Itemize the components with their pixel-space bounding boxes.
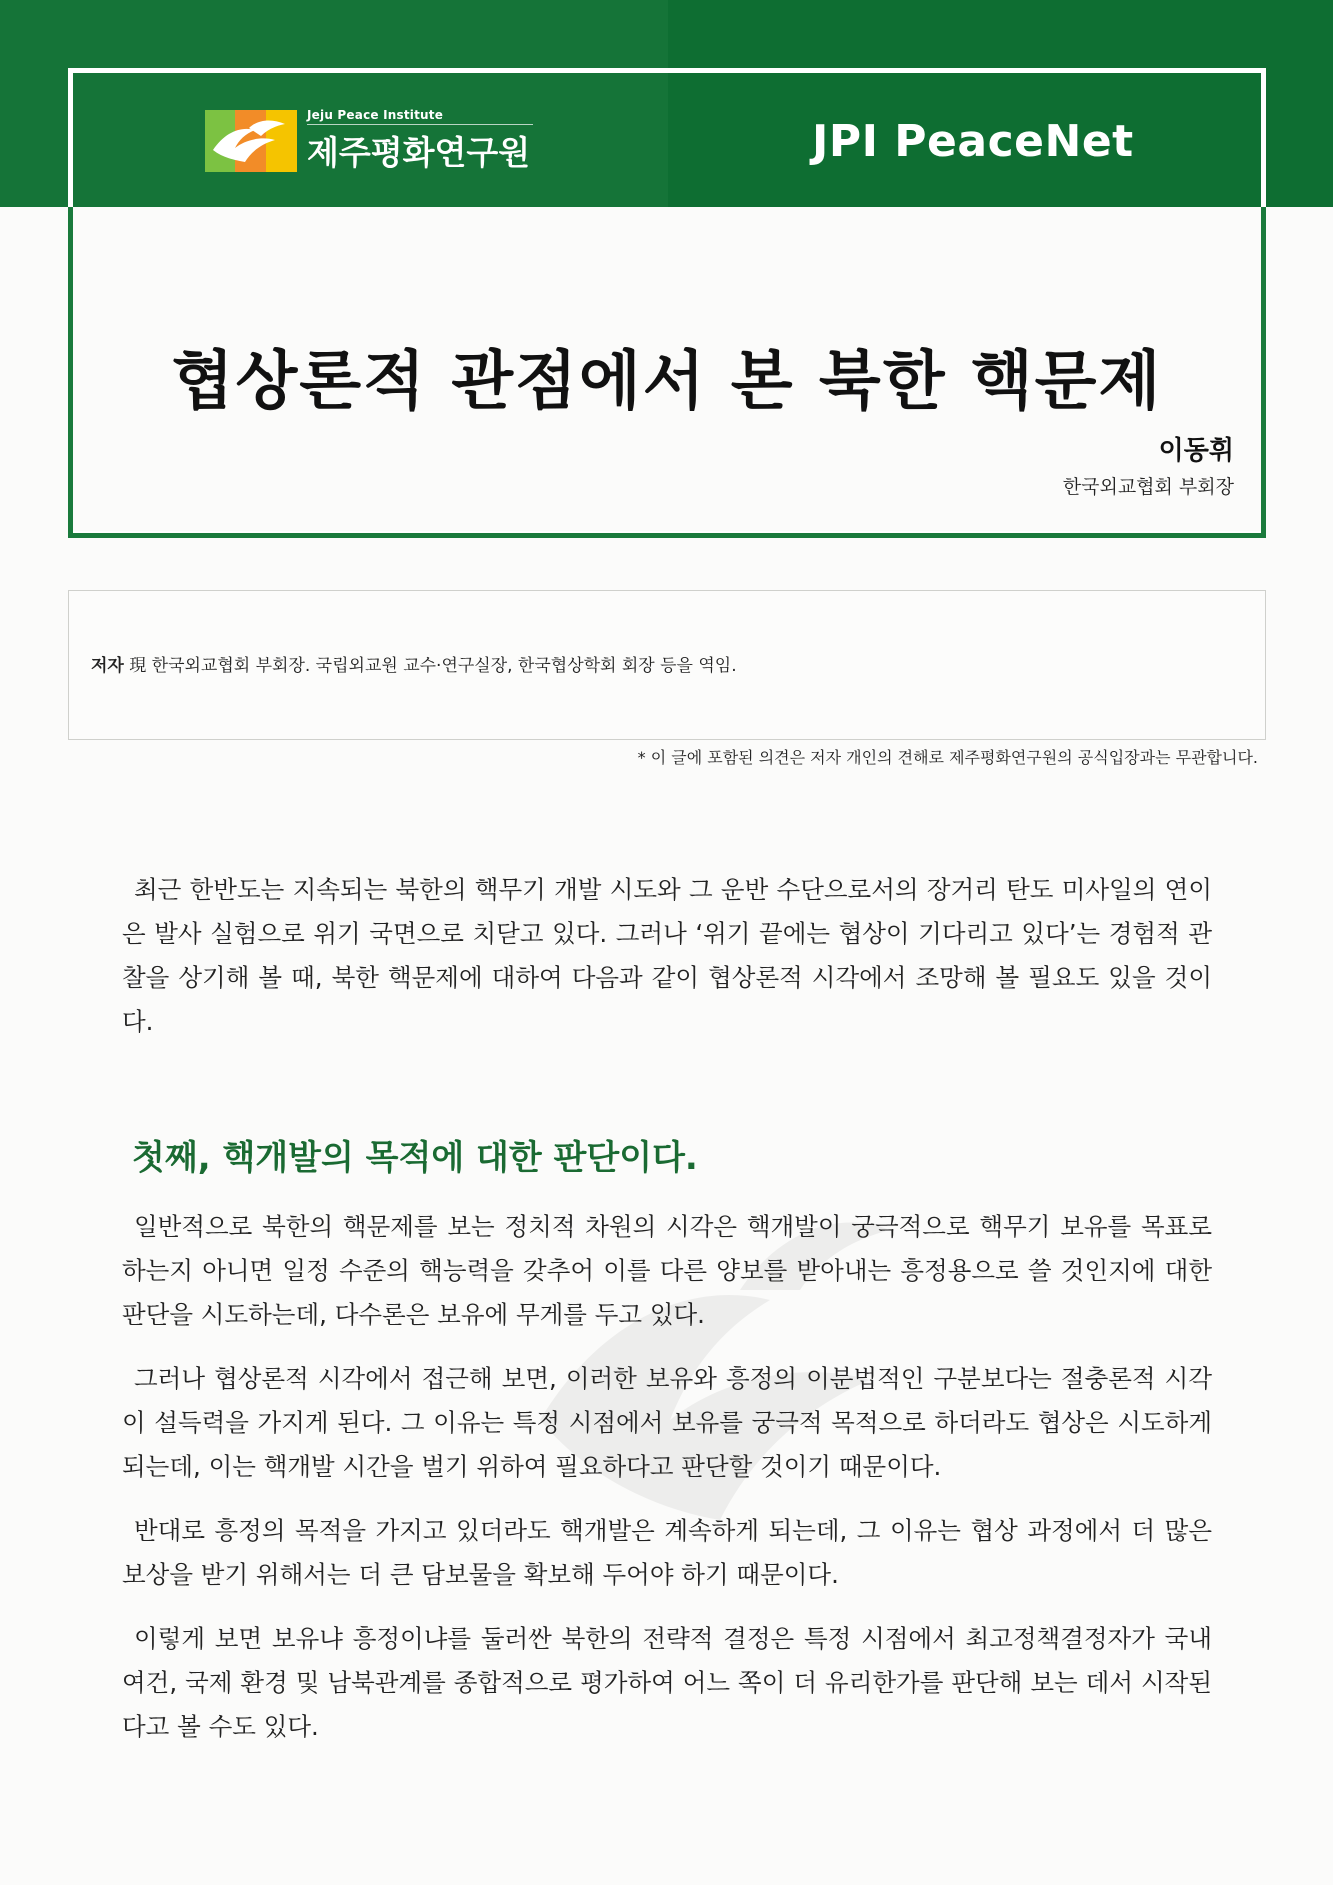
author-position: 한국외교협회 부회장 [1062, 476, 1234, 498]
author-info-box [68, 590, 1266, 740]
institute-name-ko: 제주평화연구원 [307, 133, 531, 172]
intro-paragraph: 최근 한반도는 지속되는 북한의 핵무기 개발 시도와 그 운반 수단으로서의 장거리 탄도 미사일의 연이은 발사 실험으로 위기 국면으로 치닫고 있다. 그러나 ‘위기 끝에는 협상이 기다리고 있다’는 경험적 관찰을 상기해 볼 때, 북한 핵문제에 대하여 다음과 같이 협상론적 시각에서 조망해 볼 필요도 있을 것이다. [122, 875, 1212, 1036]
body-paragraph: 반대로 흥정의 목적을 가지고 있더라도 핵개발은 계속하게 되는데, 그 이유는 협상 과정에서 더 많은 보상을 받기 위해서는 더 큰 담보물을 확보해 두어야 하기 때문이다. [122, 1516, 1212, 1589]
dove-logo-icon [205, 110, 297, 172]
body-paragraph: 일반적으로 북한의 핵문제를 보는 정치적 차원의 시각은 핵개발이 궁극적으로 핵무기 보유를 목표로 하는지 아니면 일정 수준의 핵능력을 갖추어 이를 다른 양보를 받아내는 흥정용으로 쓸 것인지에 대한 판단을 시도하는데, 다수론은 보유에 무게를 두고 있다. [122, 1212, 1212, 1329]
author-info-text: 現 한국외교협회 부회장. 국립외교원 교수·연구실장, 한국협상학회 회장 등을 역임. [129, 656, 737, 676]
body-paragraph: 그러나 협상론적 시각에서 접근해 보면, 이러한 보유와 흥정의 이분법적인 구분보다는 절충론적 시각이 설득력을 가지게 된다. 그 이유는 특정 시점에서 보유를 궁극적 목적으로 하더라도 협상은 시도하게 되는데, 이는 핵개발 시간을 벌기 위하여 필요하다고 판단할 것이기 때문이다. [122, 1364, 1213, 1481]
author-name: 이동휘 [1158, 436, 1234, 466]
section-heading: 첫째, 핵개발의 목적에 대한 판단이다. [132, 1138, 698, 1178]
disclaimer: * 이 글에 포함된 의견은 저자 개인의 견해로 제주평화연구원의 공식입장과는 무관합니다. [637, 748, 1258, 767]
institute-name-en: Jeju Peace Institute [307, 108, 533, 125]
author-info [91, 651, 737, 676]
body-paragraph: 이렇게 보면 보유냐 흥정이냐를 둘러싼 북한의 전략적 결정은 특정 시점에서 최고정책결정자가 국내 여건, 국제 환경 및 남북관계를 종합적으로 평가하여 어느 쪽이 더 유리한가를 판단해 보는 데서 시작된다고 볼 수도 있다. [122, 1624, 1212, 1741]
jeju-peace-institute-logo [205, 108, 533, 174]
page-title: 협상론적 관점에서 본 북한 핵문제 [171, 345, 1163, 419]
peacenet-logo: JPI PeaceNet [812, 116, 1134, 167]
author-info-label: 저자 [91, 656, 124, 676]
